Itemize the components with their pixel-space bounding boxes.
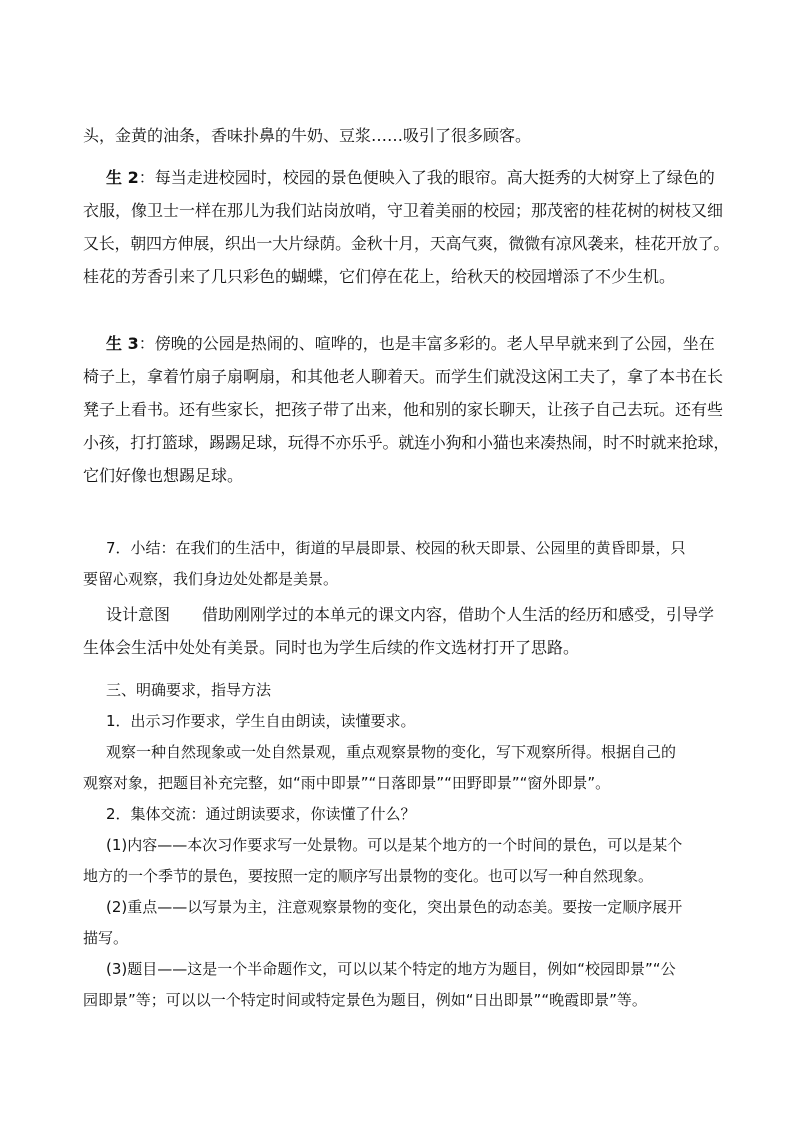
text-line: 椅子上，拿着竹扇子扇啊扇，和其他老人聊着天。而学生们就没这闲工夫了，拿了本书在长 (83, 367, 724, 386)
paragraph-summary (83, 533, 729, 595)
text-line: 又长，朝四方伸展，织出一大片绿荫。金秋十月，天高气爽，微微有凉风袭来，桂花开放了。 (83, 234, 730, 253)
text-line: (3)题目——这是一个半命题作文，可以以某个特定的地方为题目，例如“校园即景”“公 (106, 960, 676, 978)
text-line: 地方的一个季节的景色，要按照一定的顺序写出景物的变化。也可以写一种自然现象。 (83, 867, 654, 885)
text-line: 设计意图 借助刚刚学过的本单元的课文内容，借助个人生活的经历和感受，引导学 (106, 605, 715, 624)
list-item (83, 799, 729, 830)
text-line: 描写。 (83, 929, 129, 947)
text-line: 它们好像也想踢足球。 (83, 466, 244, 485)
paragraph-breakfast-continued (83, 119, 729, 152)
text-line: 2．集体交流：通过朗读要求，你读懂了什么？ (106, 805, 416, 823)
text-line (83, 327, 729, 360)
paragraph-design-intent (83, 598, 729, 664)
text-line: 观察一种自然现象或一处自然景观，重点观察景物的变化，写下观察所得。根据自己的 (106, 743, 677, 761)
list-item (83, 706, 729, 737)
text-line: 观察对象，把题目补充完整，如“雨中即景”“日落即景”“田野即景”“窗外即景”。 (83, 774, 611, 792)
text-line: 桂花的芳香引来了几只彩色的蝴蝶，它们停在花上，给秋天的校园增添了不少生机。 (83, 267, 676, 286)
paragraph-student-2 (83, 161, 729, 293)
text-line: 衣服，像卫士一样在那儿为我们站岗放哨，守卫着美丽的校园；那茂密的桂花树的树枝又细 (83, 201, 724, 220)
speaker-label: 生 3 (106, 334, 139, 353)
text-segment: ：傍晚的公园是热闹的、喧哗的，也是丰富多彩的。老人早早就来到了公园，坐在 (138, 334, 715, 353)
paragraph-point-3 (83, 954, 729, 1016)
heading-text: 三、明确要求，指导方法 (106, 681, 272, 699)
speaker-label: 生 2 (106, 168, 139, 187)
paragraph-point-2 (83, 892, 729, 954)
text-line: 凳子上看书。还有些家长，把孩子带了出来，他和别的家长聊天，让孩子自己去玩。还有些 (83, 400, 724, 419)
text-line: 头，金黄的油条，香味扑鼻的牛奶、豆浆……吸引了很多顾客。 (83, 126, 532, 145)
text-line: 园即景”等；可以以一个特定时间或特定景色为题目，例如“日出即景”“晚霞即景”等。 (83, 991, 647, 1009)
section-heading (83, 675, 729, 706)
text-line: 小孩，打打篮球，踢踢足球，玩得不亦乐乎。就连小狗和小猫也来凑热闹，时不时就来抢球， (83, 433, 730, 452)
paragraph-point-1 (83, 830, 729, 892)
paragraph-requirement (83, 737, 729, 799)
text-segment: ：每当走进校园时，校园的景色便映入了我的眼帘。高大挺秀的大树穿上了绿色的 (138, 168, 715, 187)
text-line: 生体会生活中处处有美景。同时也为学生后续的作文选材打开了思路。 (83, 638, 580, 657)
paragraph-student-3 (83, 327, 729, 492)
text-line: (2)重点——以写景为主，注意观察景物的变化，突出景色的动态美。要按一定顺序展开 (106, 898, 683, 916)
text-line: 1．出示习作要求，学生自由朗读，读懂要求。 (106, 712, 416, 730)
text-line (83, 161, 729, 194)
text-line: 要留心观察，我们身边处处都是美景。 (83, 570, 339, 588)
text-line: (1)内容——本次习作要求写一处景物。可以是某个地方的一个时间的景色，可以是某个 (106, 836, 683, 854)
text-line: 7．小结：在我们的生活中，街道的早晨即景、校园的秋天即景、公园里的黄昏即景，只 (106, 539, 686, 557)
